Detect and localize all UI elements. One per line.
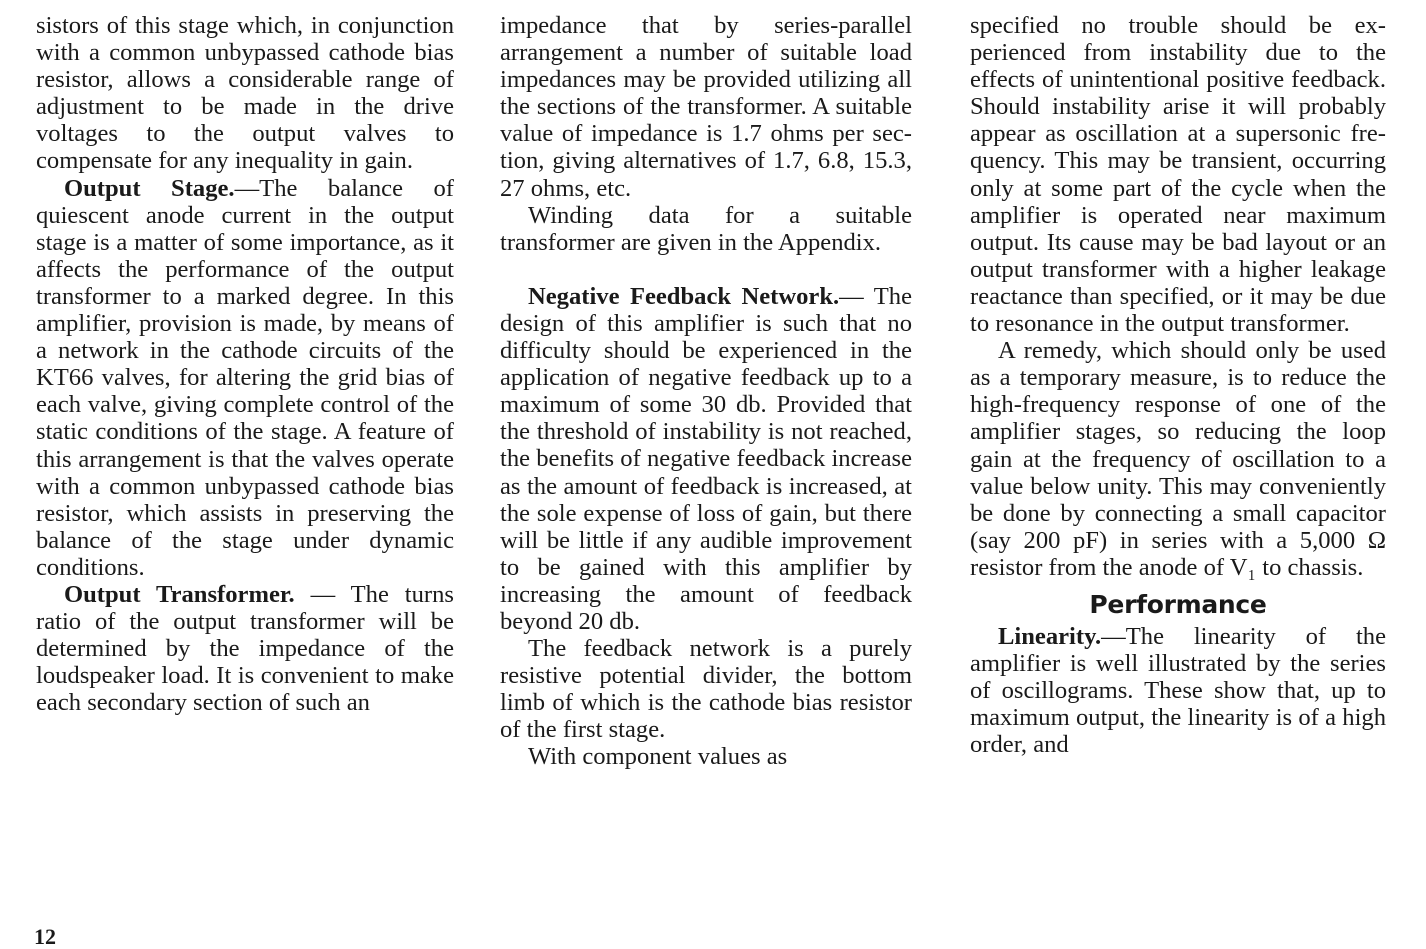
paragraph-output-stage (36, 175, 454, 581)
section-heading-performance: Performance (1089, 589, 1267, 619)
run-in-heading: Output Stage. (64, 174, 235, 202)
paragraph-text: — The turns ratio of the output transformer will be determined by the impedance of the loudspeaker load. It is convenient to make each secondary section of such an (36, 580, 454, 717)
paragraph-feedback-network: The feedback network is a purely resistive potential divider, the bottom limb of which is the cathode bias resistor of the first stage. (500, 635, 912, 744)
paragraph-text: — The design of this amplifier is such that no difficulty should be experienced in the application of negative feedback up to a maximum of some 30 db. Provided that the threshold of instability is not reached, the benefits of negative feedback increase as the amount of feedback is increased, at the sole expense of loss of gain, but there will be little if any audible improvement to be gained with this amplifier by increasing the amount of feedback beyond 20 db. (500, 282, 912, 635)
page-number: 12 (34, 924, 56, 949)
paragraph-linearity (970, 623, 1386, 758)
column-3 (970, 12, 1386, 758)
run-in-heading: Output Transformer. (64, 580, 295, 608)
run-in-heading: Negative Feedback Network. (528, 282, 840, 310)
paragraph-continued: sistors of this stage which, in conjunction with a common unbypassed cathode bias resistor, allows a considerable range of adjustment to be made in the drive voltages to the output valves to compensate for any inequality in gain. (36, 12, 454, 175)
paragraph-winding-data: Winding data for a suitable transformer are given in the Appendix. (500, 201, 912, 256)
paragraph-component-values: With component values as (528, 743, 788, 771)
paragraph-output-transformer (36, 581, 454, 716)
paragraph-text: —The linearity of the amplifier is well illustrated by the series of oscillograms. These show that, up to maximum output, the linearity is of a high order, and (970, 622, 1386, 759)
paragraph-continued: impedance that by series-parallel arrangement a number of suitable load impedances may be provided utilizing all the sections of the transformer. A suitable value of impedance is 1.7 ohms per section, giving alternatives of 1.7, 6.8, 15.3, 27 ohms, etc. (500, 12, 912, 202)
column-1 (36, 12, 454, 716)
paragraph-remedy: A remedy, which should only be used as a temporary measure, is to reduce the high-frequency response of one of the amplifier stages, so reducing the loop gain at the frequency of oscillation to a value below unity. This may conveniently be done by connecting a small capacitor (say 200 pF) in series with a 5,000 Ω resistor from the anode of V₁ to chassis. (970, 337, 1386, 581)
paragraph-continued: specified no trouble should be experienced from instability due to the effects of unintentional positive feedback. Should instability arise it will probably appear as oscillation at a supersonic frequency. This may be transient, occurring only at some part of the cycle when the amplifier is operated near maximum output. Its cause may be bad layout or an output transformer with a higher leakage reactance than specified, or it may be due to resonance in the output transformer. (970, 12, 1386, 338)
paragraph-negative-feedback (500, 283, 912, 635)
column-2 (500, 12, 912, 771)
run-in-heading: Linearity. (998, 622, 1102, 650)
paragraph-text: —The balance of quiescent anode current in the output stage is a matter of some importance, as it affects the performance of the output transformer to a marked degree. In this amplifier, provision is made, by means of a network in the cathode circuits of the KT66 valves, for altering the grid bias of each valve, giving complete control of the static conditions of the stage. A feature of this arrangement is that the valves operate with a common unbypassed cathode bias resistor, which assists in preserving the balance of the stage under dynamic conditions. (36, 174, 454, 581)
